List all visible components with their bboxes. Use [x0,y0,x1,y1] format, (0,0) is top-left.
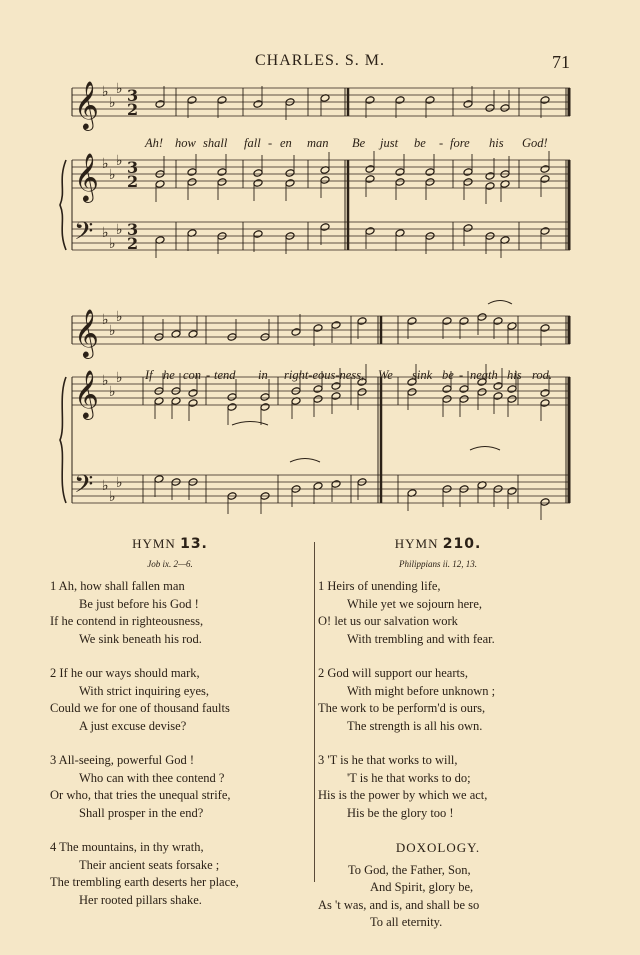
hymn-13-number: 13. [180,536,208,552]
flat-sign: ♭ [109,167,116,183]
bass-clef: 𝄢 [74,217,94,252]
time-signature-bottom: 2 [127,234,139,253]
lyric-syllable: fall [244,136,261,150]
stanza-line: Her rooted pillars shake. [79,892,202,907]
stanza-line: 3 All-seeing, powerful God ! [50,753,195,767]
hymn-13-column [50,535,290,926]
time-signature-top: 3 [127,220,139,239]
lyric-syllable: - [459,368,464,382]
bass-clef: 𝄢 [74,470,94,505]
note-head [477,388,487,397]
note-head [540,227,550,236]
note-head [313,385,323,394]
note-head [227,393,237,402]
treble-clef: 𝄞 [74,369,99,418]
note-head [493,382,503,391]
doxology-line: To all eternity. [370,915,443,929]
stanza-line: With strict inquiring eyes, [79,683,210,698]
note-head [463,100,473,109]
stanza-line: A just excuse devise? [79,718,187,733]
flat-sign: ♭ [102,312,109,328]
note-head [395,96,405,105]
note-head [313,324,323,333]
lyric-syllable: We [378,368,393,382]
note-head [485,172,495,181]
note-head [260,403,270,412]
lyric-syllable: just [380,136,399,150]
note-head [155,100,165,109]
note-head [425,168,435,177]
note-head [313,395,323,404]
lyric-syllable: his [507,368,522,382]
treble-clef: 𝄞 [74,308,99,357]
hymn-13-stanzas [50,578,290,909]
flat-sign: ♭ [102,478,109,494]
note-head [217,178,227,187]
system-brace [60,160,66,250]
slur [290,459,320,463]
lyric-syllable: his [489,136,504,150]
note-head [493,317,503,326]
note-head [365,175,375,184]
hymn-210-stanza-2 [318,665,558,735]
flat-sign: ♭ [116,370,123,386]
note-head [253,179,263,188]
note-head [459,385,469,394]
stanza-line: 2 God will support our hearts, [318,666,468,680]
stanza-line: 2 If he our ways should mark, [50,666,200,680]
hymn-13-title-word: HYMN [132,536,176,551]
lyric-syllable: tend [214,368,236,382]
flat-sign: ♭ [109,384,116,400]
lyric-syllable: God! [522,136,548,150]
note-head [331,480,341,489]
note-head [260,393,270,402]
hymn-13-stanza-3 [50,752,290,822]
note-head [540,498,550,507]
lyric-syllable: shall [203,136,228,150]
lyric-syllable: If [145,368,153,382]
stanza-line: His be the glory too ! [347,805,454,820]
note-head [320,223,330,232]
lyric-syllable: he [163,368,175,382]
note-head [187,178,197,187]
stanza-line: His is the power by which we act, [318,788,488,802]
hymn-210-stanza-1 [318,578,558,648]
note-head [331,321,341,330]
time-signature-top: 3 [127,86,139,105]
note-head [485,182,495,191]
treble-clef: 𝄞 [74,152,99,201]
flat-sign: ♭ [102,225,109,241]
doxology [318,862,558,932]
note-head [459,395,469,404]
note-head [463,168,473,177]
note-head [331,392,341,401]
note-head [485,104,495,113]
note-head [331,382,341,391]
hymn-13-reference: Job ix. 2—6. [147,558,193,569]
note-head [188,399,198,408]
note-head [493,392,503,401]
note-head [459,317,469,326]
stanza-line: Or who, that tries the unequal strife, [50,788,231,802]
stanza-line: We sink beneath his rod. [79,631,202,646]
hymn-13-title [50,535,290,554]
hymn-210-column [318,535,558,932]
note-head [217,96,227,105]
lyric-syllable: sink [412,368,433,382]
treble-clef: 𝄞 [74,80,99,129]
note-head [365,96,375,105]
note-head [407,388,417,397]
note-head [425,178,435,187]
flat-sign: ♭ [116,153,123,169]
note-head [320,176,330,185]
stanza-line: The trembling earth deserts her place, [50,875,239,889]
note-head [285,169,295,178]
flat-sign: ♭ [116,222,123,238]
lyric-syllable: fore [450,136,470,150]
stanza-line: Be just before his God ! [79,596,199,611]
flat-sign: ♭ [116,81,123,97]
hymn-13-stanza-1 [50,578,290,648]
lyric-syllable: be [414,136,426,150]
lyric-syllable: en [280,136,292,150]
lyric-syllable: - [268,136,273,150]
note-head [227,403,237,412]
stanza-line: Shall prosper in the end? [79,805,204,820]
lyric-syllable: right-eous-ness, [284,368,365,382]
note-head [442,395,452,404]
lyric-syllable: rod. [532,368,553,382]
flat-sign: ♭ [116,475,123,491]
stanza-line: 4 The mountains, in thy wrath, [50,840,204,854]
hymn-210-reference: Philippians ii. 12, 13. [398,558,477,569]
hymn-13-stanza-4 [50,839,290,909]
lyric-syllable: con [183,368,202,382]
stanza-line: The work to be perform'd is ours, [318,701,486,715]
slur [232,422,268,426]
note-head [217,168,227,177]
note-head [500,104,510,113]
column-divider [314,542,315,882]
lyric-syllable: - [439,136,444,150]
note-head [540,165,550,174]
stanza-line: 'T is he that works to do; [347,770,471,785]
flat-sign: ♭ [109,489,116,505]
tune-title: CHARLES. S. M. [254,52,386,69]
stanza-line: 1 Ah, how shall fallen man [50,579,185,593]
flat-sign: ♭ [102,84,109,100]
time-signature-top: 3 [127,158,139,177]
note-head [540,96,550,105]
note-head [540,399,550,408]
flat-sign: ♭ [109,323,116,339]
note-head [365,227,375,236]
hymn-210-stanza-3 [318,752,558,822]
note-head [507,487,517,496]
stanza-line: If he contend in righteousness, [50,614,204,628]
flat-sign: ♭ [102,373,109,389]
doxology-title: DOXOLOGY. [395,840,481,855]
note-head [187,168,197,177]
hymn-210-title-word: HYMN [394,536,439,551]
slur [488,301,512,305]
hymn-13-stanza-2 [50,665,290,735]
time-signature-bottom: 2 [127,100,139,119]
note-head [253,230,263,239]
lyric-syllable: neath [470,368,498,382]
note-head [442,317,452,326]
lyric-syllable: be [442,368,454,382]
note-head [285,179,295,188]
stanza-line: While yet we sojourn here, [347,596,483,611]
note-head [540,324,550,333]
note-head [425,96,435,105]
note-head [357,317,367,326]
stanza-line: 1 Heirs of unending life, [318,579,441,593]
stanza-line: Who can with thee contend ? [79,770,225,785]
lyric-syllable: in [258,368,268,382]
doxology-line: As 't was, and is, and shall be so [318,897,480,912]
stanza-line: 3 'T is he that works to will, [318,753,458,767]
flat-sign: ♭ [109,236,116,252]
note-head [477,313,487,322]
flat-sign: ♭ [109,95,116,111]
stanza-line: Their ancient seats forsake ; [79,857,220,872]
time-signature-bottom: 2 [127,172,139,191]
stanza-line: O! let us our salvation work [318,614,458,628]
note-head [407,317,417,326]
lyric-syllable: Be [352,136,366,150]
note-head [540,389,550,398]
note-head [442,385,452,394]
flat-sign: ♭ [116,309,123,325]
hymn-210-title [318,535,558,554]
note-head [463,224,473,233]
lyric-syllable: how [175,136,196,150]
system-brace [60,377,66,503]
hymn-210-stanzas [318,578,558,822]
doxology-line: And Spirit, glory be, [370,880,474,894]
note-head [365,165,375,174]
note-head [291,328,301,337]
note-head [188,389,198,398]
note-head [357,388,367,397]
note-head [463,178,473,187]
page-number: 71 [552,52,570,72]
note-head [253,100,263,109]
doxology-line: To God, the Father, Son, [348,862,471,877]
slur [470,447,500,451]
note-head [253,169,263,178]
note-head [507,395,517,404]
stanza-line: Could we for one of thousand faults [50,701,230,715]
flat-sign: ♭ [102,156,109,172]
note-head [507,385,517,394]
lyric-syllable: man [307,136,329,150]
lyric-syllable: - [206,368,211,382]
stanza-line: The strength is all his own. [347,718,483,733]
stanza-line: With trembling and with fear. [347,631,495,646]
note-head [540,175,550,184]
lyric-syllable: Ah! [145,136,164,150]
stanza-line: With might before unknown ; [347,683,496,698]
note-head [395,178,405,187]
note-head [395,168,405,177]
note-head [187,96,197,105]
hymn-210-number: 210. [442,536,482,552]
